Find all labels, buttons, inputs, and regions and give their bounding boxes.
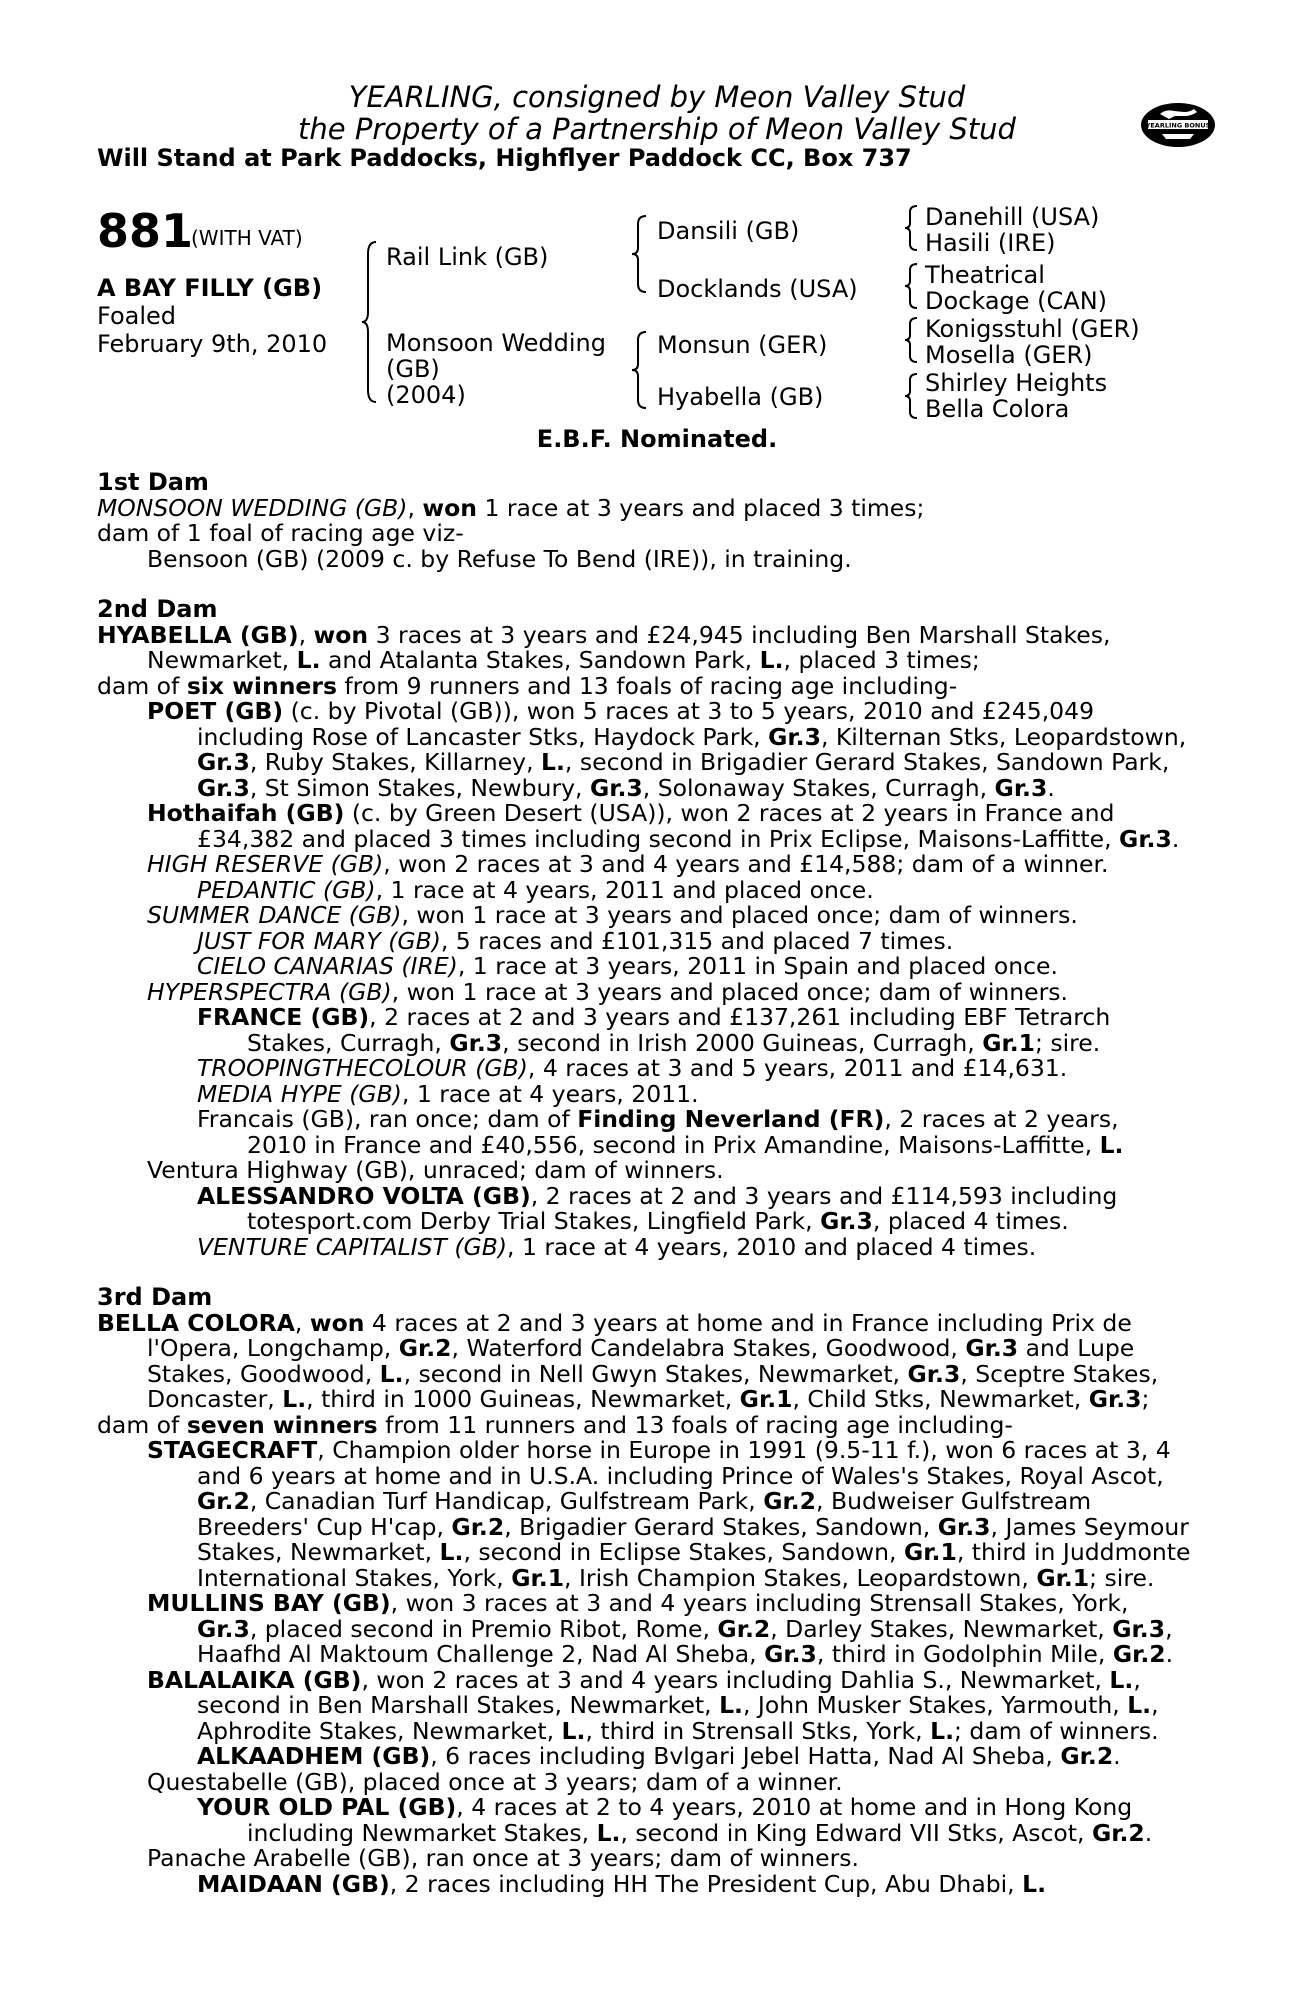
italic-text: MONSOON WEDDING (GB)	[97, 493, 408, 522]
text: , won 2 races at 3 and 4 years including Dahlia S., Newmarket,	[361, 1665, 1110, 1694]
body-line	[97, 671, 1207, 700]
bold-text: Gr.2	[197, 1487, 250, 1515]
bold-text: L.	[1022, 1869, 1047, 1898]
body-line	[97, 1079, 1207, 1108]
section-gap	[97, 572, 1207, 597]
pedigree-brace-1	[360, 240, 382, 405]
pedigree-gen3-6: Mosella (GER)	[925, 341, 1093, 369]
text: 1 race at 3 years and placed 3 times;	[477, 493, 925, 522]
bold-text: MAIDAAN (GB)	[197, 1869, 390, 1898]
bold-text: Gr.3	[768, 722, 821, 751]
italic-text: HIGH RESERVE (GB)	[147, 850, 384, 878]
body-line	[97, 1028, 1207, 1057]
body-line	[97, 1232, 1207, 1261]
body-line	[97, 824, 1207, 853]
text: , Darley Stakes, Newmarket,	[770, 1614, 1113, 1643]
body-line	[97, 977, 1207, 1006]
bold-text: L.	[596, 1818, 621, 1847]
italic-text: PEDANTIC (GB)	[197, 875, 376, 904]
text: ,	[294, 1308, 310, 1337]
header-line-1: YEARLING, consigned by Meon Valley Stud	[348, 80, 966, 114]
pedigree-brace-3c	[903, 316, 921, 364]
body-line	[97, 470, 1207, 496]
body-line	[97, 926, 1207, 955]
pedigree-brace-2b	[630, 330, 652, 410]
body-line	[97, 1181, 1207, 1210]
pedigree-gen3-5: Konigsstuhl (GER)	[925, 315, 1140, 343]
text: , won 1 race at 3 years and placed once; dam of winners.	[391, 977, 1069, 1006]
text: totesport.com Derby Trial Stakes, Lingfield Park,	[247, 1207, 821, 1235]
text: 3 races at 3 years and £24,945 including Ben Marshall Stakes,	[368, 620, 1111, 649]
text: Doncaster,	[147, 1385, 283, 1413]
text: , 1 race at 4 years, 2010 and placed 4 times.	[507, 1232, 1037, 1261]
text: , Champion older horse in Europe in 1991 (9.5-11 f.), won 6 races at 3, 4	[317, 1436, 1171, 1464]
body-line	[97, 493, 1207, 522]
text: , second in Irish 2000 Guineas, Curragh,	[502, 1028, 983, 1057]
bold-text: FRANCE (GB)	[197, 1003, 370, 1031]
bold-text: Gr.3	[449, 1028, 503, 1057]
pedigree-gen3-2: Hasili (IRE)	[925, 229, 1056, 257]
bold-text: Gr.3	[820, 1207, 873, 1235]
section-heading: 2nd Dam	[97, 595, 218, 623]
text: , Kilternan Stks, Leopardstown,	[820, 722, 1187, 751]
header-line-2: the Property of a Partnership of Meon Valley Stud	[298, 112, 1016, 146]
text: International Stakes, York,	[197, 1563, 512, 1592]
text: , second in Nell Gwyn Stakes, Newmarket,	[403, 1359, 908, 1388]
body-line	[97, 648, 1207, 674]
text: Stakes, Newmarket,	[197, 1538, 440, 1566]
body-line	[97, 722, 1207, 751]
bold-text: L.	[1099, 1130, 1124, 1159]
pedigree-brace-3b	[903, 262, 921, 310]
bold-text: Gr.2	[1060, 1742, 1114, 1770]
bold-text: L.	[282, 1385, 307, 1413]
text: ; sire.	[1035, 1028, 1101, 1057]
bold-text: Gr.3	[197, 773, 250, 802]
bold-text: L.	[930, 1716, 955, 1745]
bold-text: L.	[561, 1716, 586, 1745]
body-line	[97, 1438, 1207, 1464]
text: (c. by Pivotal (GB)), won 5 races at 3 to 5 years, 2010 and £245,049	[283, 697, 1095, 725]
text: , Budweiser Gulfstream	[816, 1487, 1092, 1515]
pedigree-brace-3a	[903, 204, 921, 252]
bold-text: L.	[541, 748, 565, 776]
text: .	[1113, 1742, 1121, 1770]
text: ,	[1151, 1691, 1159, 1719]
body-line	[97, 852, 1207, 878]
text: ;	[1141, 1385, 1150, 1413]
pedigree-dam-sire: Monsun (GER)	[657, 331, 828, 359]
bold-text: Finding Neverland (FR)	[577, 1105, 885, 1133]
bold-text: MULLINS BAY (GB)	[147, 1589, 391, 1617]
text: , James Seymour	[990, 1512, 1189, 1541]
bold-text: Gr.1	[739, 1385, 793, 1413]
text: Stakes, Goodwood,	[147, 1359, 380, 1388]
bold-text: ALESSANDRO VOLTA (GB)	[197, 1181, 531, 1210]
pedigree-gen3-7: Shirley Heights	[925, 369, 1108, 397]
body-line	[97, 1591, 1207, 1617]
bold-text: Gr.3	[965, 1334, 1019, 1362]
bold-text: Gr.2	[763, 1487, 817, 1515]
text: , Waterford Candelabra Stakes, Goodwood,	[451, 1334, 966, 1362]
body-line	[97, 801, 1207, 827]
bold-text: POET (GB)	[147, 697, 284, 725]
bold-text: YOUR OLD PAL (GB)	[197, 1793, 457, 1821]
text: from 11 runners and 13 foals of racing age including-	[377, 1410, 1013, 1439]
text: , 4 races at 2 to 4 years, 2010 at home and in Hong Kong	[456, 1793, 1133, 1821]
text: and 6 years at home and in U.S.A. including Prince of Wales's Stakes, Royal Ascot,	[197, 1461, 1164, 1490]
pedigree-brace-2a	[630, 214, 652, 294]
body-line	[97, 1795, 1207, 1821]
body-line	[97, 954, 1207, 980]
pedigree-gen3-1: Danehill (USA)	[925, 203, 1100, 231]
body-line	[97, 1512, 1207, 1541]
foaled-date: February 9th, 2010	[97, 330, 328, 358]
body-line	[97, 1410, 1207, 1439]
text: ,	[1165, 1614, 1173, 1643]
bold-text: ALKAADHEM (GB)	[197, 1742, 431, 1770]
text: , Canadian Turf Handicap, Gulfstream Park,	[249, 1487, 764, 1515]
text: , 2 races at 2 and 3 years and £137,261 including EBF Tetrarch	[369, 1003, 1111, 1031]
text: , won 1 race at 3 years and placed once; dam of winners.	[401, 901, 1078, 929]
section-heading: 3rd Dam	[97, 1283, 213, 1311]
text: .	[1165, 1640, 1174, 1668]
bold-text: Gr.2	[1091, 1818, 1145, 1847]
bold-text: seven winners	[186, 1410, 378, 1439]
bold-text: Gr.3	[907, 1359, 961, 1388]
bold-text: Gr.3	[1119, 824, 1172, 853]
body-line	[97, 903, 1207, 929]
text: , won 3 races at 3 and 4 years including Strensall Stakes, York,	[390, 1589, 1129, 1617]
italic-text: MEDIA HYPE (GB)	[197, 1079, 402, 1108]
lot-description: A BAY FILLY (GB)	[97, 274, 323, 302]
section-heading: 1st Dam	[97, 468, 209, 496]
text: , third in Godolphin Mile,	[816, 1640, 1113, 1668]
body-line	[97, 1642, 1207, 1668]
text: Aphrodite Stakes, Newmarket,	[197, 1716, 562, 1745]
text: ; sire.	[1089, 1563, 1155, 1592]
body-line	[97, 1767, 1207, 1796]
bold-text: Gr.1	[1036, 1563, 1090, 1592]
text: , second in Eclipse Stakes, Sandown,	[463, 1538, 904, 1566]
body-line	[97, 1130, 1207, 1159]
body-line	[97, 597, 1207, 623]
body-line	[97, 1693, 1207, 1719]
text: ,	[1133, 1665, 1141, 1694]
bold-text: L.	[719, 1691, 743, 1719]
body-line	[97, 1540, 1207, 1566]
text: , 2 races including HH The President Cup, Abu Dhabi,	[389, 1869, 1023, 1898]
italic-text: TROOPINGTHECOLOUR (GB)	[197, 1054, 528, 1082]
text: l'Opera, Longchamp,	[147, 1334, 399, 1362]
bold-text: BALALAIKA (GB)	[147, 1665, 362, 1694]
text: .	[1047, 773, 1055, 802]
body-line	[97, 1846, 1207, 1872]
pedigree-gen3-4: Dockage (CAN)	[925, 287, 1108, 315]
bold-text: Gr.3	[589, 773, 643, 802]
text: , Child Stks, Newmarket,	[792, 1385, 1089, 1413]
bold-text: won	[309, 1308, 365, 1337]
text: , second in Brigadier Gerard Stakes, Sandown Park,	[564, 748, 1170, 776]
text: Haafhd Al Maktoum Challenge 2, Nad Al Sheba,	[197, 1640, 765, 1668]
section-gap	[97, 1260, 1207, 1285]
pedigree-sire-dam: Docklands (USA)	[657, 275, 858, 303]
body-line	[97, 699, 1207, 725]
body-line	[97, 1209, 1207, 1235]
text: Questabelle (GB), placed once at 3 years; dam of a winner.	[147, 1767, 843, 1796]
text: and Atalanta Stakes, Sandown Park,	[320, 646, 760, 674]
text: dam of	[97, 1410, 187, 1439]
text: , 1 race at 4 years, 2011.	[401, 1079, 699, 1108]
ebf-nominated: E.B.F. Nominated.	[536, 425, 778, 453]
text: and Lupe	[1018, 1334, 1135, 1362]
body-line	[97, 1005, 1207, 1031]
text: , Ruby Stakes, Killarney,	[249, 748, 542, 776]
badge-text: YEARLING BONUS	[1145, 121, 1211, 130]
italic-text: VENTURE CAPITALIST (GB)	[197, 1232, 507, 1261]
text: Stakes, Curragh,	[247, 1028, 450, 1057]
text: , 4 races at 3 and 5 years, 2011 and £14,631.	[527, 1054, 1068, 1082]
pedigree-dam-line-1: Monsoon Wedding	[386, 329, 606, 357]
italic-text: CIELO CANARIAS (IRE)	[197, 952, 458, 980]
bold-text: Hothaifah (GB)	[147, 799, 345, 827]
bold-text: L.	[296, 646, 321, 674]
bold-text: Gr.3	[1112, 1614, 1166, 1643]
text: ; dam of winners.	[954, 1716, 1159, 1745]
text: 2010 in France and £40,556, second in Prix Amandine, Maisons-Laffitte,	[247, 1130, 1100, 1159]
body-line	[97, 1285, 1207, 1311]
body-line	[97, 1489, 1207, 1515]
text: , third in Juddmonte	[956, 1538, 1191, 1566]
body-line	[97, 1359, 1207, 1388]
text: (c. by Green Desert (USA)), won 2 races at 2 years in France and	[344, 799, 1115, 827]
body-line	[97, 1869, 1207, 1898]
text: Newmarket,	[147, 646, 297, 674]
italic-text: JUST FOR MARY (GB)	[197, 926, 441, 955]
text: , Brigadier Gerard Stakes, Sandown,	[504, 1512, 938, 1541]
text: dam of 1 foal of racing age viz-	[97, 519, 464, 547]
text: £34,382 and placed 3 times including second in Prix Eclipse, Maisons-Laffitte,	[197, 824, 1120, 853]
bold-text: BELLA COLORA	[97, 1308, 295, 1337]
pedigree-sire-sire: Dansili (GB)	[657, 217, 800, 245]
bold-text: Gr.1	[982, 1028, 1035, 1057]
body-line	[97, 1665, 1207, 1694]
text: second in Ben Marshall Stakes, Newmarket,	[197, 1691, 720, 1719]
body-line	[97, 1563, 1207, 1592]
body-line	[97, 1461, 1207, 1490]
text: Bensoon (GB) (2009 c. by Refuse To Bend (IRE)), in training.	[147, 544, 852, 573]
text: , 2 races at 2 and 3 years and £114,593 including	[530, 1181, 1118, 1210]
pedigree-brace-3d	[903, 372, 921, 420]
foaled-label: Foaled	[97, 302, 177, 330]
body-line	[97, 620, 1207, 649]
bold-text: L.	[1127, 1691, 1152, 1719]
bold-text: Gr.2	[1112, 1640, 1166, 1668]
bold-text: L.	[439, 1538, 464, 1566]
body-line	[97, 1056, 1207, 1082]
text: Francais (GB), ran once; dam of	[197, 1105, 578, 1133]
text: including Newmarket Stakes,	[247, 1818, 597, 1847]
bold-text: Gr.3	[994, 773, 1048, 802]
text: .	[1171, 824, 1180, 853]
text: , Sceptre Stakes,	[960, 1359, 1159, 1388]
text: Panache Arabelle (GB), ran once at 3 years; dam of winners.	[147, 1844, 859, 1872]
vat-note: (WITH VAT)	[191, 226, 303, 250]
bold-text: Gr.3	[197, 1614, 250, 1643]
text: , 5 races and £101,315 and placed 7 times.	[440, 926, 954, 955]
pedigree-dam-dam: Hyabella (GB)	[657, 383, 824, 411]
catalogue-body	[97, 470, 1207, 1897]
body-line	[97, 544, 1207, 573]
italic-text: HYPERSPECTRA (GB)	[147, 977, 392, 1006]
text: , second in King Edward VII Stks, Ascot,	[620, 1818, 1092, 1847]
body-line	[97, 521, 1207, 547]
text: , John Musker Stakes, Yarmouth,	[742, 1691, 1128, 1719]
text: , placed 3 times;	[783, 646, 980, 674]
bold-text: STAGECRAFT	[147, 1436, 318, 1464]
bold-text: Gr.3	[937, 1512, 991, 1541]
bold-text: Gr.1	[904, 1538, 957, 1566]
text: , won 2 races at 3 and 4 years and £14,588; dam of a winner.	[383, 850, 1109, 878]
body-line	[97, 1744, 1207, 1770]
text: , placed 4 times.	[872, 1207, 1069, 1235]
text: , placed second in Premio Ribot, Rome,	[249, 1614, 718, 1643]
body-line	[97, 1336, 1207, 1362]
text: Ventura Highway (GB), unraced; dam of winners.	[147, 1156, 724, 1184]
text: , St Simon Stakes, Newbury,	[249, 773, 590, 802]
text: , 2 races at 2 years,	[884, 1105, 1119, 1133]
text: , Irish Champion Stakes, Leopardstown,	[564, 1563, 1037, 1592]
bold-text: Gr.2	[398, 1334, 452, 1362]
body-line	[97, 1716, 1207, 1745]
text: , 1 race at 3 years, 2011 in Spain and placed once.	[457, 952, 1058, 980]
text: , third in Strensall Stks, York,	[585, 1716, 931, 1745]
text: , 1 race at 4 years, 2011 and placed once.	[375, 875, 874, 904]
pedigree-gen3-8: Bella Colora	[925, 395, 1070, 423]
body-line	[97, 875, 1207, 904]
bold-text: won	[313, 620, 369, 649]
text: , Solonaway Stakes, Curragh,	[642, 773, 995, 802]
bold-text: L.	[759, 646, 784, 674]
body-line	[97, 1158, 1207, 1184]
text: including Rose of Lancaster Stks, Haydock Park,	[197, 722, 769, 751]
bold-text: Gr.3	[1088, 1385, 1142, 1413]
yearling-bonus-badge	[1138, 98, 1218, 152]
text: , third in 1000 Guineas, Newmarket,	[306, 1385, 740, 1413]
lot-number: 881	[97, 204, 194, 258]
bold-text: Gr.3	[197, 748, 250, 776]
bold-text: six winners	[186, 671, 337, 700]
text: Breeders' Cup H'cap,	[197, 1512, 452, 1541]
body-line	[97, 1107, 1207, 1133]
bold-text: Gr.2	[717, 1614, 771, 1643]
text: dam of	[97, 671, 187, 700]
body-line	[97, 1818, 1207, 1847]
header-line-3: Will Stand at Park Paddocks, Highflyer Paddock CC, Box 737	[97, 144, 912, 172]
bold-text: won	[422, 493, 477, 522]
body-line	[97, 1614, 1207, 1643]
text: ,	[407, 493, 423, 522]
body-line	[97, 1308, 1207, 1337]
bold-text: HYABELLA (GB)	[97, 620, 299, 649]
text: ,	[298, 620, 314, 649]
pedigree-sire: Rail Link (GB)	[386, 243, 549, 271]
text: .	[1144, 1818, 1153, 1847]
pedigree-gen3-3: Theatrical	[925, 261, 1045, 289]
bold-text: Gr.2	[451, 1512, 505, 1541]
body-line	[97, 1387, 1207, 1413]
text: , 6 races including Bvlgari Jebel Hatta, Nad Al Sheba,	[430, 1742, 1061, 1770]
pedigree-dam-line-3: (2004)	[386, 381, 466, 409]
text: from 9 runners and 13 foals of racing age including-	[336, 671, 958, 700]
bold-text: Gr.3	[764, 1640, 817, 1668]
pedigree-dam-line-2: (GB)	[386, 355, 440, 383]
body-line	[97, 750, 1207, 776]
bold-text: L.	[379, 1359, 404, 1388]
text: 4 races at 2 and 3 years at home and in France including Prix de	[364, 1308, 1132, 1337]
italic-text: SUMMER DANCE (GB)	[147, 901, 402, 929]
body-line	[97, 773, 1207, 802]
bold-text: Gr.1	[511, 1563, 565, 1592]
bold-text: L.	[1109, 1665, 1134, 1694]
